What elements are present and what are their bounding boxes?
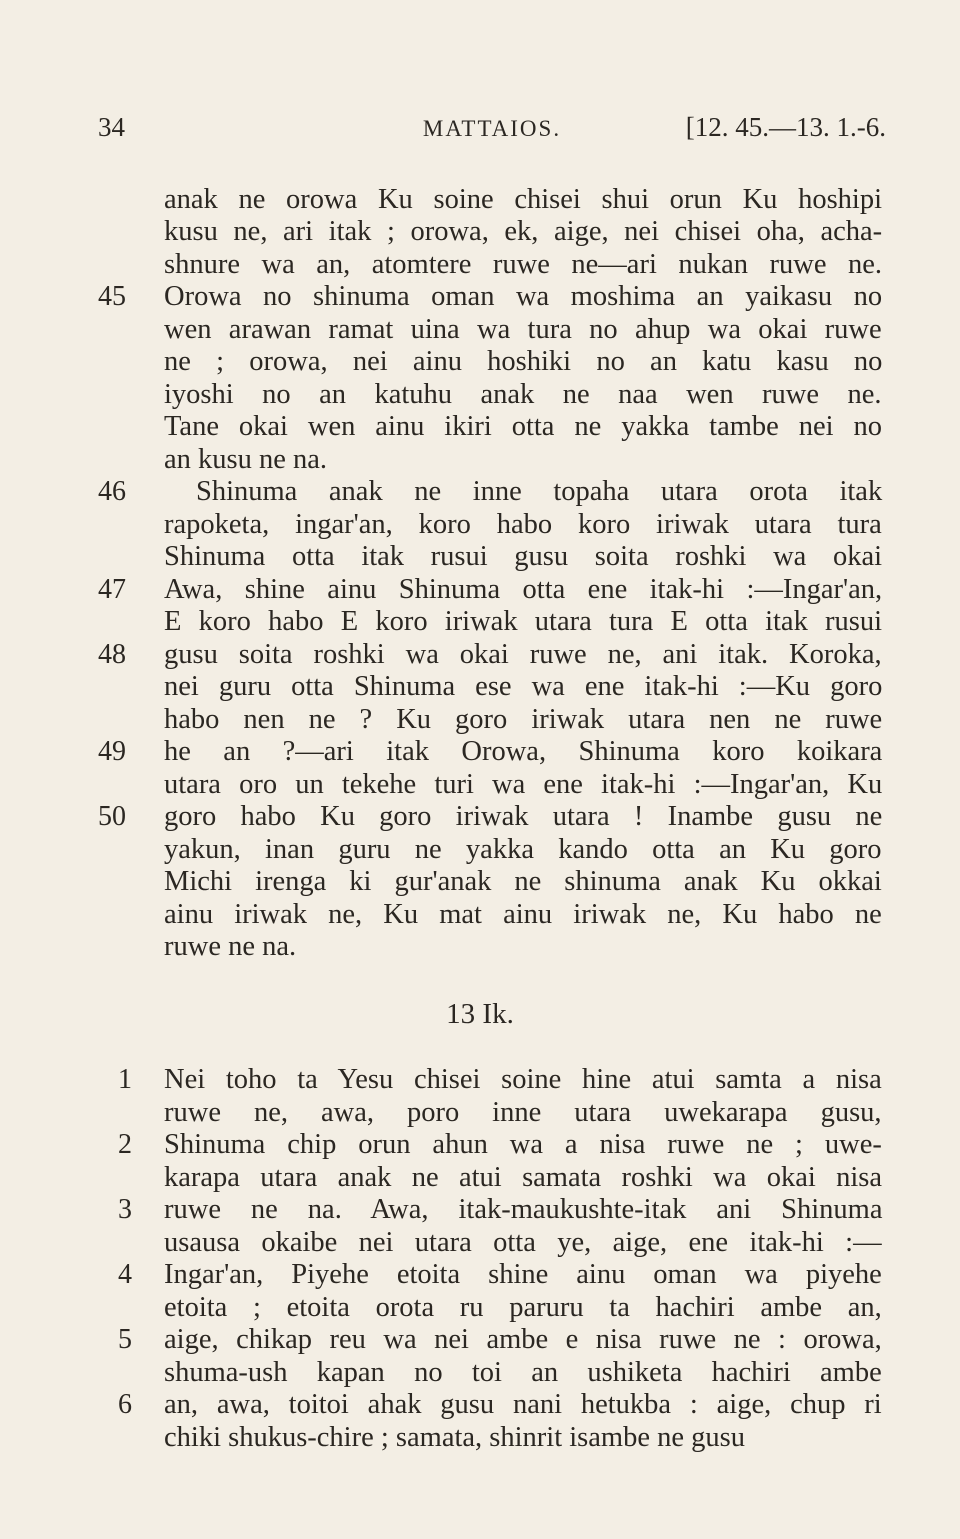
verse-number: 47	[98, 574, 126, 605]
text-line: rapoketa, ingar'an, koro habo koro iriwak utara tura	[164, 509, 882, 540]
verse-number: 2	[118, 1129, 132, 1160]
text-line: Shinuma otta itak rusui gusu soita roshki wa okai	[164, 541, 883, 572]
text-line: yakun, inan guru ne yakka kando otta an Ku goro	[164, 834, 882, 865]
text-line: shnure wa an, atomtere ruwe ne—ari nukan ruwe ne.	[164, 249, 883, 280]
text-line: iyoshi no an katuhu anak ne naa wen ruwe ne.	[164, 379, 882, 410]
verse-number: 49	[98, 736, 126, 767]
verse-number: 1	[118, 1064, 132, 1095]
text-line: kusu ne, ari itak ; orowa, ek, aige, nei chisei oha, acha-	[164, 216, 883, 247]
text-line: etoita ; etoita orota ru paruru ta hachiri ambe an,	[164, 1292, 882, 1323]
verse-number: 6	[118, 1389, 132, 1420]
text-line: Awa, shine ainu Shinuma otta ene itak-hi :—Ingar'an,	[164, 574, 883, 605]
text-line: he an ?—ari itak Orowa, Shinuma koro koikara	[164, 736, 883, 767]
text-line: Nei toho ta Yesu chisei soine hine atui samta a nisa	[164, 1064, 882, 1095]
text-line: ne ; orowa, nei ainu hoshiki no an katu kasu no	[164, 346, 883, 377]
running-header	[98, 112, 886, 152]
text-line: an kusu ne na.	[164, 444, 328, 475]
verse-number: 4	[118, 1259, 132, 1290]
text-line: chiki shukus-chire ; samata, shinrit isambe ne gusu	[164, 1422, 745, 1453]
text-line: ruwe ne na. Awa, itak-maukushte-itak ani Shinuma	[164, 1194, 883, 1225]
book-title: MATTAIOS.	[422, 116, 562, 141]
text-line: ruwe ne na.	[164, 931, 297, 962]
text-line: Ingar'an, Piyehe etoita shine ainu oman wa piyehe	[164, 1259, 882, 1290]
text-line: karapa utara anak ne atui samata roshki wa okai nisa	[164, 1162, 883, 1193]
verse-number: 5	[118, 1324, 132, 1355]
chapter-heading: 13 Ik.	[446, 998, 514, 1030]
verse-number: 3	[118, 1194, 132, 1225]
text-line: shuma-ush kapan no toi an ushiketa hachiri ambe	[164, 1357, 882, 1388]
text-line: goro habo Ku goro iriwak utara ! Inambe gusu ne	[164, 801, 883, 832]
page-number: 34	[98, 112, 125, 142]
text-line: aige, chikap reu wa nei ambe e nisa ruwe ne : orowa,	[164, 1324, 882, 1355]
text-line: Tane okai wen ainu ikiri otta ne yakka tambe nei no	[164, 411, 882, 442]
text-line: utara oro un tekehe turi wa ene itak-hi :—Ingar'an, Ku	[164, 769, 883, 800]
text-line: ainu iriwak ne, Ku mat ainu iriwak ne, Ku habo ne	[164, 899, 882, 930]
text-line: Shinuma chip orun ahun wa a nisa ruwe ne ; uwe-	[164, 1129, 882, 1160]
text-line: gusu soita roshki wa okai ruwe ne, ani itak. Koroka,	[164, 639, 882, 670]
verse-number: 46	[98, 476, 126, 507]
text-line: an, awa, toitoi ahak gusu nani hetukba : aige, chup ri	[164, 1389, 882, 1420]
text-line: E koro habo E koro iriwak utara tura E otta itak rusui	[164, 606, 883, 637]
text-line: anak ne orowa Ku soine chisei shui orun Ku hoshipi	[164, 184, 883, 215]
text-line: ruwe ne, awa, poro inne utara uwekarapa gusu,	[164, 1097, 882, 1128]
verse-range: [12. 45.—13. 1.-6.	[685, 112, 886, 142]
text-line: nei guru otta Shinuma ese wa ene itak-hi :—Ku goro	[164, 671, 883, 702]
text-line: Shinuma anak ne inne topaha utara orota itak	[196, 476, 883, 507]
text-line: Orowa no shinuma oman wa moshima an yaikasu no	[164, 281, 883, 312]
text-line: habo nen ne ? Ku goro iriwak utara nen ne ruwe	[164, 704, 883, 735]
text-line: Michi irenga ki gur'anak ne shinuma anak Ku okkai	[164, 866, 882, 897]
verse-number: 50	[98, 801, 126, 832]
verse-number: 45	[98, 281, 126, 312]
text-line: usausa okaibe nei utara otta ye, aige, ene itak-hi :—	[164, 1227, 882, 1258]
text-line: wen arawan ramat uina wa tura no ahup wa okai ruwe	[164, 314, 882, 345]
verse-number: 48	[98, 639, 126, 670]
